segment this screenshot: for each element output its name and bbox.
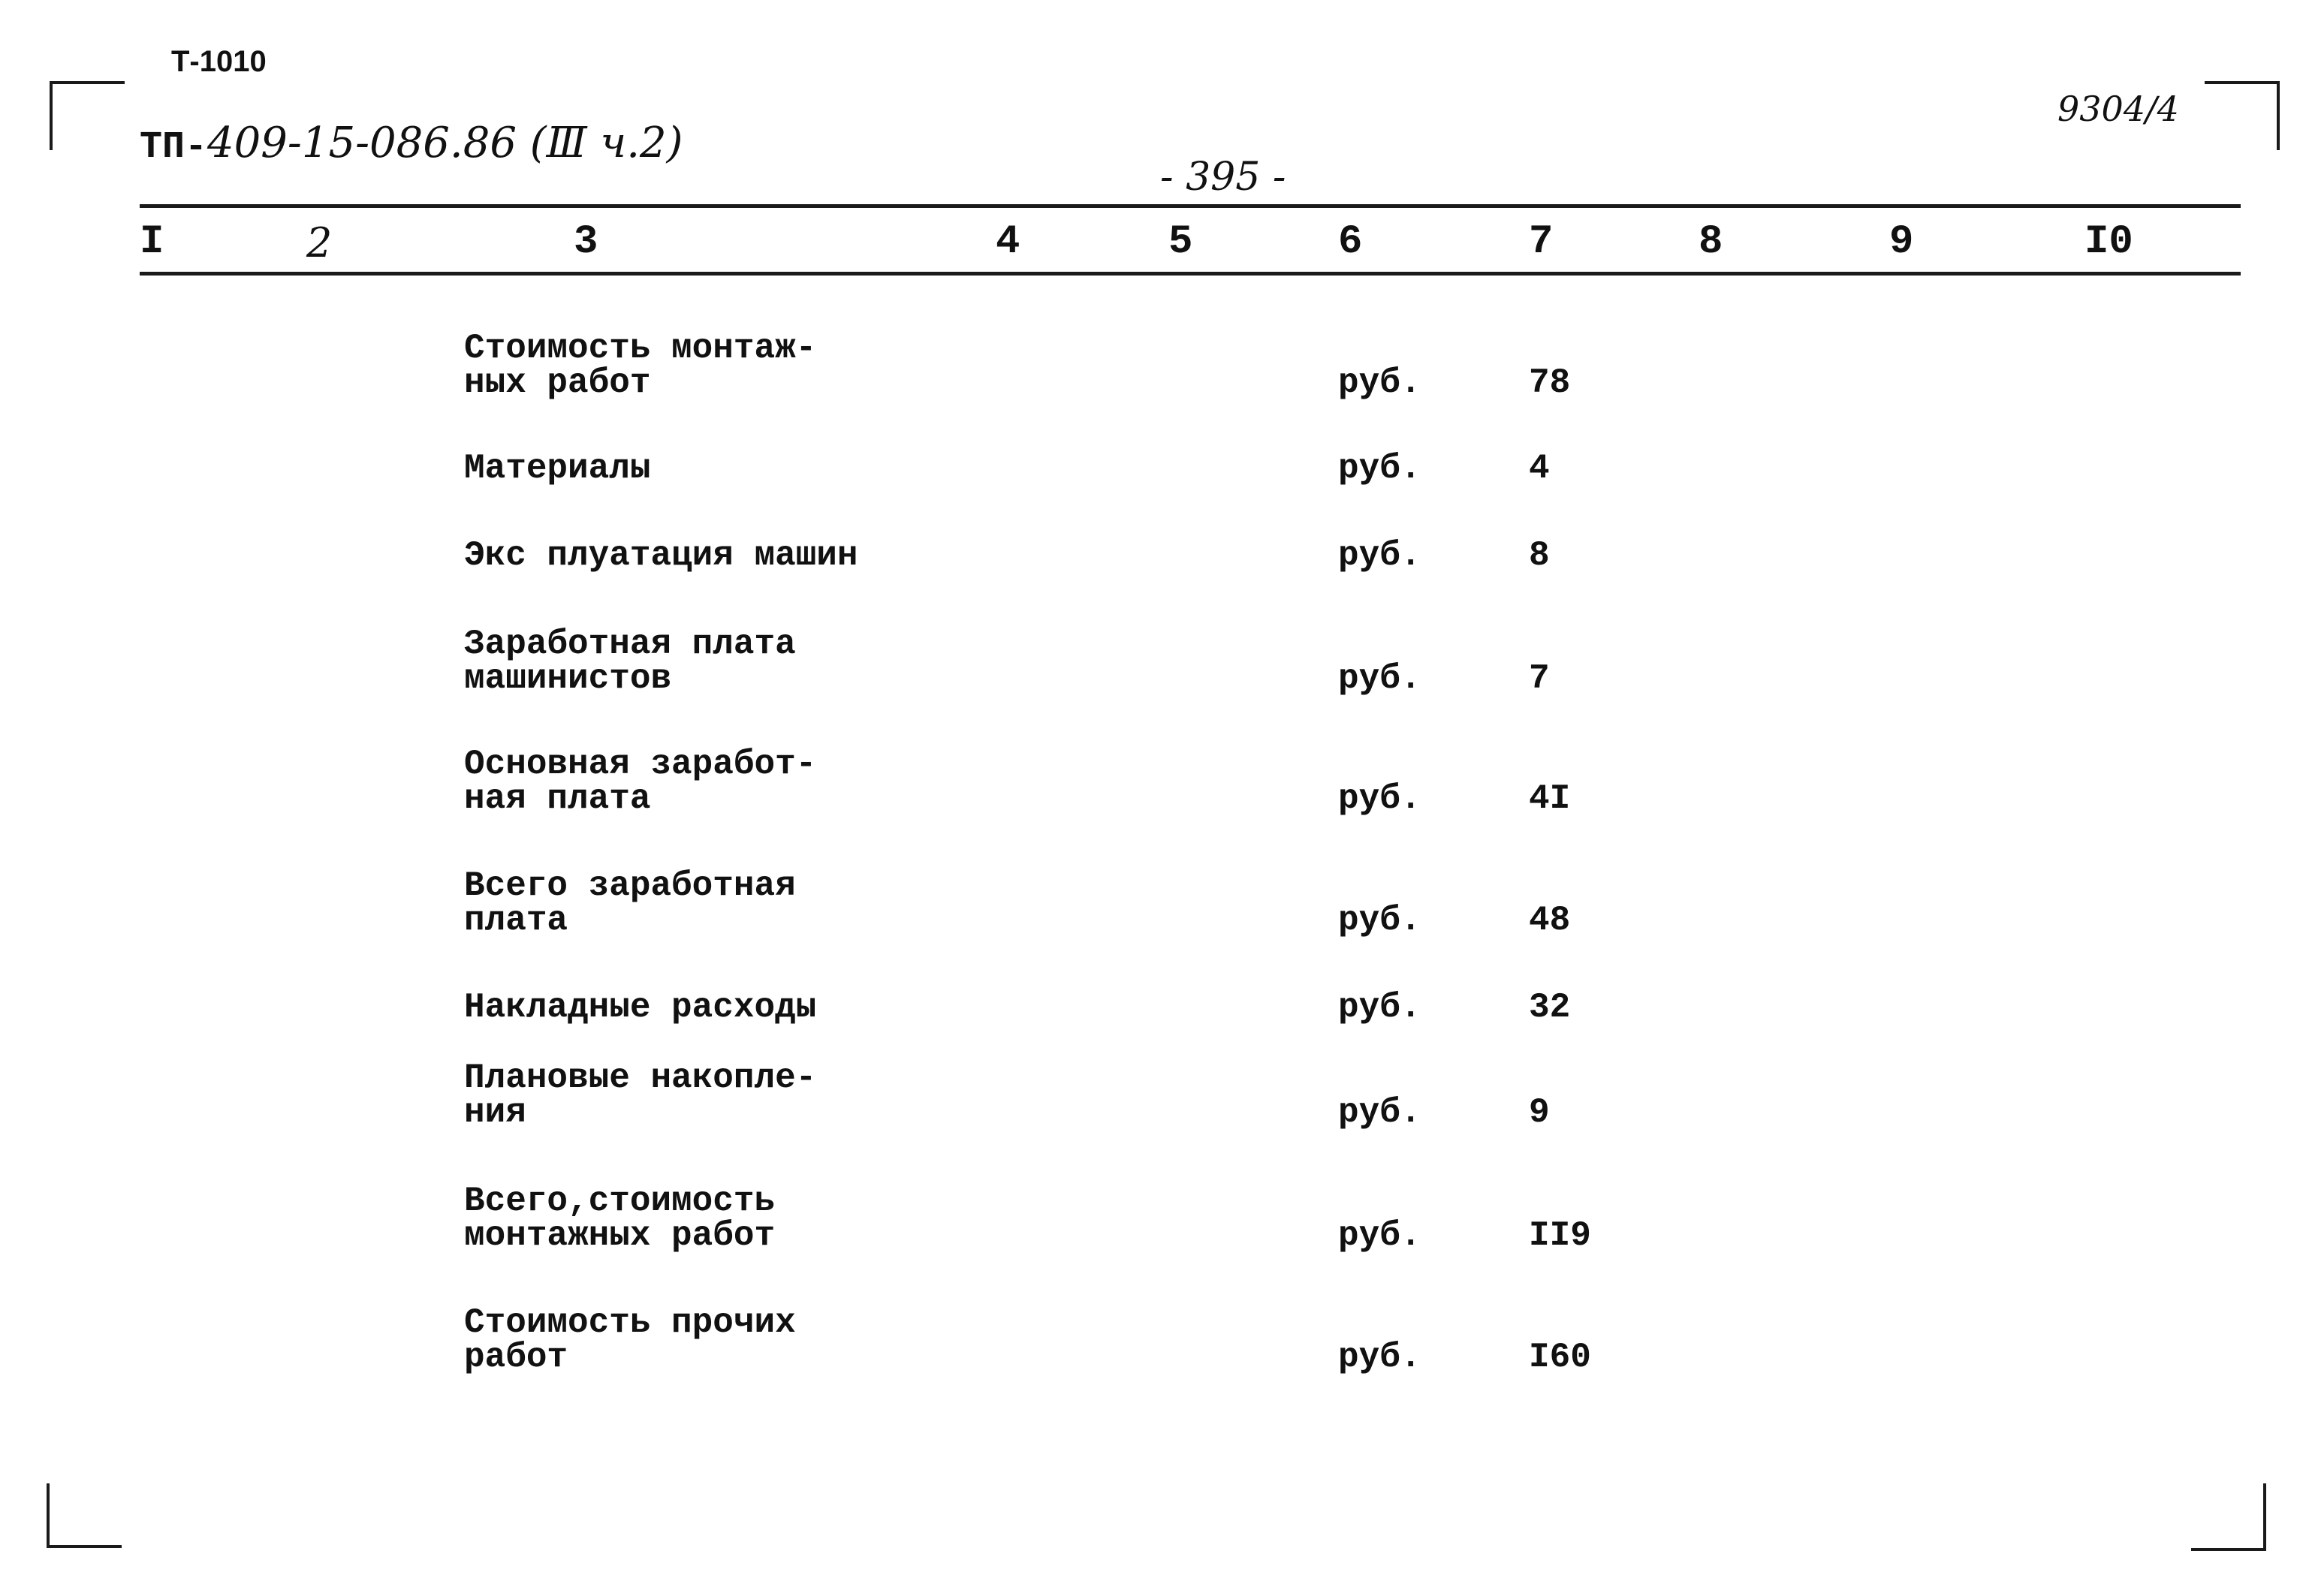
table-row (0, 988, 2306, 1027)
item-unit: руб. (1338, 659, 1421, 698)
item-name: Основная заработ- ная плата (464, 745, 817, 818)
item-unit: руб. (1338, 363, 1421, 402)
table-row (0, 449, 2306, 488)
item-value: 78 (1529, 363, 1571, 402)
item-unit: руб. (1338, 449, 1421, 488)
item-unit: руб. (1338, 901, 1421, 940)
item-value: 9 (1529, 1093, 1550, 1132)
item-value: I60 (1529, 1338, 1591, 1377)
item-name: Накладные расходы (464, 988, 817, 1027)
item-value: 4I (1529, 779, 1571, 818)
document-id (140, 119, 683, 169)
item-value: 48 (1529, 901, 1571, 940)
column-number-8: 8 (1699, 219, 1723, 265)
item-unit: руб. (1338, 988, 1421, 1027)
table-row (0, 866, 2306, 940)
item-name: Заработная плата машинистов (464, 625, 796, 698)
item-name: Плановые накопле- ния (464, 1058, 817, 1132)
item-unit: руб. (1338, 1338, 1421, 1377)
document-id-number: 409-15-086.86 (Ⅲ ч.2) (207, 119, 683, 167)
item-unit: руб. (1338, 779, 1421, 818)
table-row (0, 1182, 2306, 1255)
item-name: Всего,стоимость монтажных работ (464, 1182, 776, 1255)
item-value: II9 (1529, 1216, 1591, 1255)
document-id-prefix: ТП- (140, 126, 208, 169)
column-number-10: I0 (2084, 219, 2133, 265)
table-row (0, 625, 2306, 698)
column-number-3: 3 (574, 219, 598, 265)
frame-corner-bottom-left-horizontal (47, 1545, 122, 1548)
column-number-9: 9 (1889, 219, 1914, 265)
column-number-7: 7 (1529, 219, 1554, 265)
column-number-5: 5 (1168, 219, 1193, 265)
sheet-number: 9304/4 (2057, 89, 2179, 129)
column-number-4: 4 (996, 219, 1020, 265)
item-name: Стоимость монтаж- ных работ (464, 329, 817, 402)
frame-corner-top-right-horizontal (2205, 81, 2280, 84)
item-name: Материалы (464, 449, 651, 488)
item-name: Всего заработная плата (464, 866, 796, 940)
frame-corner-bottom-right-horizontal (2191, 1548, 2266, 1551)
item-value: 4 (1529, 449, 1550, 488)
form-code: Т-1010 (171, 45, 267, 78)
page-number: - 395 - (1160, 155, 1286, 200)
column-number-1: I (140, 219, 164, 265)
item-name: Стоимость прочих работ (464, 1303, 796, 1377)
frame-corner-bottom-right-vertical (2263, 1483, 2266, 1551)
frame-corner-top-right-vertical (2277, 81, 2280, 150)
item-value: 7 (1529, 659, 1550, 698)
frame-corner-top-left-vertical (50, 81, 53, 150)
frame-corner-bottom-left-vertical (47, 1483, 50, 1548)
column-number-6: 6 (1338, 219, 1363, 265)
item-value: 32 (1529, 988, 1571, 1027)
item-value: 8 (1529, 536, 1550, 575)
item-unit: руб. (1338, 1093, 1421, 1132)
table-row (0, 1303, 2306, 1377)
table-row (0, 536, 2306, 575)
table-row (0, 1058, 2306, 1132)
item-name: Экс плуатация машин (464, 536, 858, 575)
column-number-2: 2 (306, 219, 333, 267)
frame-corner-top-left-horizontal (50, 81, 125, 84)
table-row (0, 745, 2306, 818)
item-unit: руб. (1338, 536, 1421, 575)
table-row (0, 329, 2306, 402)
header-rule-bottom (140, 272, 2241, 276)
item-unit: руб. (1338, 1216, 1421, 1255)
header-rule-top (140, 204, 2241, 208)
